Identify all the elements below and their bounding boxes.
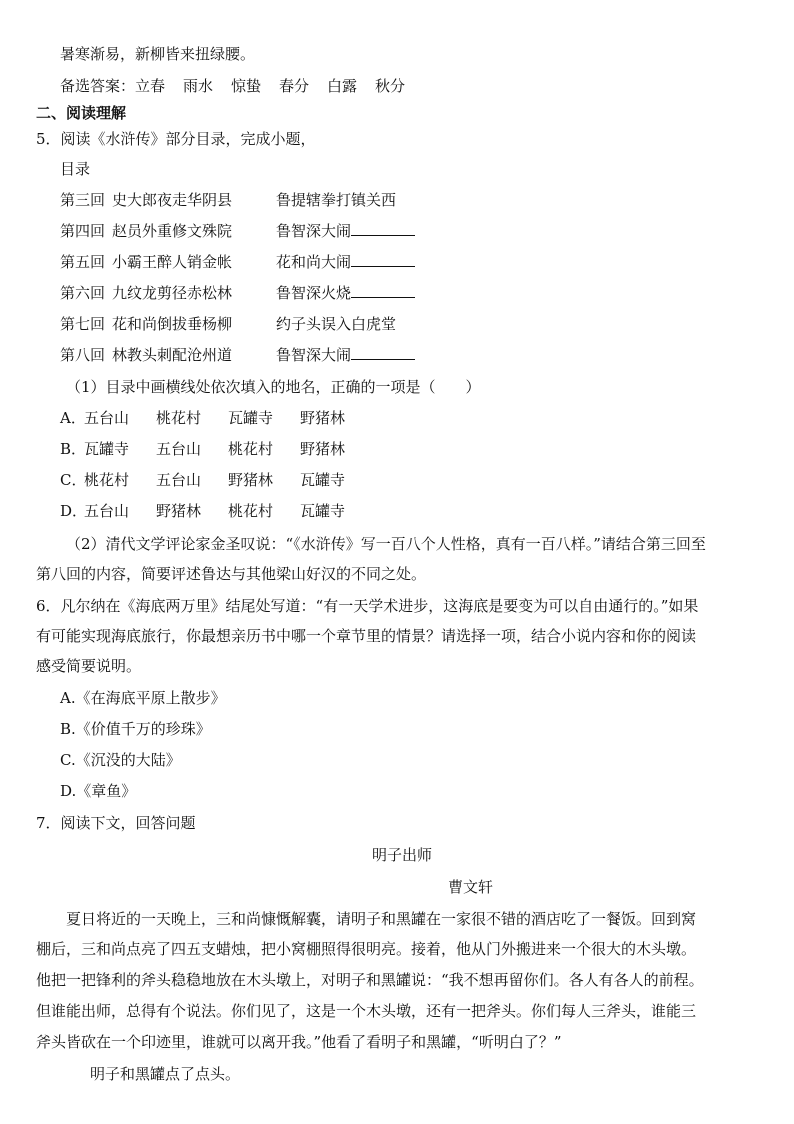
toc-a: 赵员外重修文殊院	[112, 222, 233, 240]
paragraph-line: 棚后，三和尚点亮了四五支蜡烛，把小窝棚照得很明亮。接着，他从门外搬进来一个很大的木头墩。	[36, 940, 697, 958]
toc-b: 鲁智深大闹	[276, 222, 352, 240]
toc-num: 第七回	[60, 315, 106, 333]
choice-option[interactable]	[60, 439, 345, 459]
choice-option[interactable]	[60, 501, 345, 521]
q6-option[interactable]: A.《在海底平原上散步》	[60, 689, 226, 707]
toc-b: 花和尚大闹	[276, 253, 352, 271]
toc-num: 第四回	[60, 222, 106, 240]
q6-option[interactable]: D.《章鱼》	[60, 782, 137, 800]
toc-b: 约子头误入白虎堂	[276, 315, 397, 333]
toc-a: 林教头刺配沧州道	[112, 346, 233, 364]
paragraph-line: 明子和黑罐点了点头。	[90, 1065, 241, 1083]
answer-word: 春分	[279, 77, 310, 95]
option-word: 五台山	[156, 471, 202, 489]
option-word: 瓦罐寺	[84, 440, 130, 458]
toc-a: 小霸王醉人销金帐	[112, 253, 233, 271]
q5-stem: 5．阅读《水浒传》部分目录，完成小题，	[36, 130, 316, 148]
toc-row	[60, 221, 415, 241]
toc-num: 第六回	[60, 284, 106, 302]
option-word: 桃花村	[228, 440, 274, 458]
fill-blank[interactable]	[351, 283, 415, 298]
paragraph-line: 但谁能出师，总得有个说法。你们见了，这是一个木头墩，还有一把斧头。你们每人三斧头，谁能三	[36, 1002, 697, 1020]
choice-option[interactable]	[60, 408, 345, 428]
q5-sub1: （1）目录中画横线处依次填入的地名，正确的一项是（ ）	[66, 378, 481, 396]
toc-row	[60, 252, 415, 272]
answer-word: 惊蛰	[231, 77, 262, 95]
answer-options-line	[60, 76, 405, 96]
toc-num: 第八回	[60, 346, 106, 364]
option-label: B．	[60, 440, 87, 458]
q6-line3: 感受简要说明。	[36, 657, 142, 675]
option-word: 瓦罐寺	[300, 502, 346, 520]
toc-b: 鲁智深火烧	[276, 284, 352, 302]
poem-line: 暑寒渐易，新柳皆来扭绿腰。	[60, 45, 256, 63]
option-word: 五台山	[84, 409, 130, 427]
answer-word: 立春	[135, 77, 166, 95]
toc-b: 鲁提辖拳打镇关西	[276, 191, 397, 209]
q6-option[interactable]: C.《沉没的大陆》	[60, 751, 181, 769]
option-word: 桃花村	[156, 409, 202, 427]
toc-row	[60, 345, 415, 365]
toc-row	[60, 314, 396, 334]
answer-word: 雨水	[183, 77, 214, 95]
toc-a: 九纹龙剪径赤松林	[112, 284, 233, 302]
option-word: 五台山	[84, 502, 130, 520]
toc-num: 第五回	[60, 253, 106, 271]
option-word: 桃花村	[84, 471, 130, 489]
toc-title: 目录	[60, 160, 91, 178]
q5-sub2-line2: 第八回的内容，简要评述鲁达与其他梁山好汉的不同之处。	[36, 565, 427, 583]
paragraph-line: 斧头皆砍在一个印迹里，谁就可以离开我。”他看了看明子和黑罐，“听明白了？”	[36, 1033, 562, 1051]
choice-option[interactable]	[60, 470, 345, 490]
option-word: 野猪林	[300, 440, 346, 458]
option-word: 野猪林	[300, 409, 346, 427]
answer-word: 白露	[327, 77, 358, 95]
paragraph-line: 夏日将近的一天晚上，三和尚慷慨解囊，请明子和黑罐在一家很不错的酒店吃了一餐饭。回到窝	[66, 910, 697, 928]
option-word: 瓦罐寺	[228, 409, 274, 427]
option-word: 野猪林	[156, 502, 202, 520]
toc-a: 花和尚倒拔垂杨柳	[112, 315, 233, 333]
option-label: A．	[60, 409, 86, 427]
option-word: 五台山	[156, 440, 202, 458]
toc-num: 第三回	[60, 191, 106, 209]
paragraph-line: 他把一把锋利的斧头稳稳地放在木头墩上，对明子和黑罐说：“我不想再留你们。各人有各人的前程。	[36, 971, 704, 989]
toc-row	[60, 190, 396, 210]
q7-stem: 7．阅读下文，回答问题	[36, 814, 196, 832]
section-title: 二、阅读理解	[36, 104, 127, 122]
option-word: 桃花村	[228, 502, 274, 520]
toc-row	[60, 283, 415, 303]
option-label: D．	[60, 502, 88, 520]
toc-a: 史大郎夜走华阴县	[112, 191, 233, 209]
q6-line2: 有可能实现海底旅行，你最想亲历书中哪一个章节里的情景？请选择一项，结合小说内容和你的阅读	[36, 627, 697, 645]
answers-label: 备选答案：	[60, 77, 136, 95]
q6-line1: 6．凡尔纳在《海底两万里》结尾处写道：“有一天学术进步，这海底是要变为可以自由通行的。”如果	[36, 597, 699, 615]
article-author: 曹文轩	[448, 878, 494, 896]
fill-blank[interactable]	[351, 345, 415, 360]
option-word: 瓦罐寺	[300, 471, 346, 489]
option-word: 野猪林	[228, 471, 274, 489]
q5-sub2-line1: （2）清代文学评论家金圣叹说：“《水浒传》写一百八个人性格，真有一百八样。”请结合第三回至	[66, 535, 706, 553]
toc-b: 鲁智深大闹	[276, 346, 352, 364]
answer-word: 秋分	[375, 77, 406, 95]
q6-option[interactable]: B.《价值千万的珍珠》	[60, 720, 211, 738]
fill-blank[interactable]	[351, 221, 415, 236]
fill-blank[interactable]	[351, 252, 415, 267]
option-label: C．	[60, 471, 87, 489]
article-title: 明子出师	[372, 846, 433, 864]
